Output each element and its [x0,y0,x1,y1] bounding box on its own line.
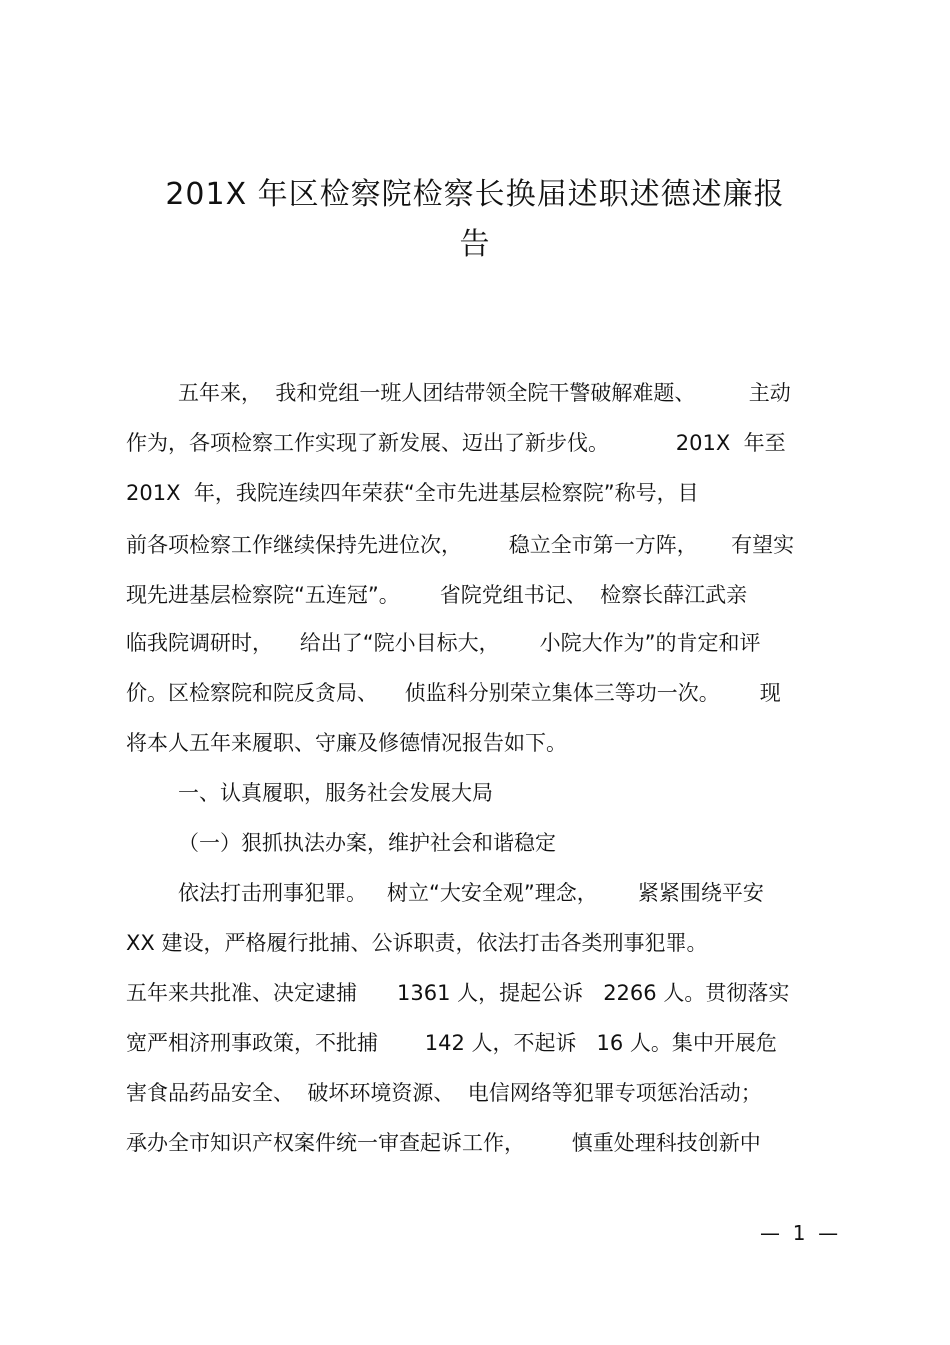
body-line: 现先进基层检察院“五连冠”。 省院党组书记、 检察长薛江武亲 [126,583,748,607]
body-line: XX 建设，严格履行批捕、公诉职责，依法打击各类刑事犯罪。 [126,931,708,955]
page-number: — 1 — [760,1221,839,1245]
body-line: 201X 年，我院连续四年荣获“全市先进基层检察院”称号，目 [126,481,699,505]
subsection-heading: （一）狠抓执法办案，维护社会和谐稳定 [178,831,556,855]
body-line: 前各项检察工作继续保持先进位次， 稳立全市第一方阵， 有望实 [126,533,795,557]
body-line: 依法打击刑事犯罪。 树立“大安全观”理念， 紧紧围绕平安 [178,881,764,905]
section-heading: 一、认真履职，服务社会发展大局 [178,781,493,805]
body-line: 承办全市知识产权案件统一审查起诉工作， 慎重处理科技创新中 [126,1131,761,1155]
body-line: 将本人五年来履职、守廉及修德情况报告如下。 [126,731,567,755]
document-title-line-1: 201X 年区检察院检察长换届述职述德述廉报 [165,177,785,212]
body-line: 宽严相济刑事政策，不批捕 142 人，不起诉 16 人。集中开展危 [126,1031,777,1055]
body-line: 害食品药品安全、 破坏环境资源、 电信网络等犯罪专项惩治活动； [126,1081,762,1105]
body-line: 临我院调研时， 给出了“院小目标大， 小院大作为”的肯定和评 [126,631,761,655]
body-line: 价。区检察院和院反贪局、 侦监科分别荣立集体三等功一次。 现 [126,681,781,705]
body-line: 五年来共批准、决定逮捕 1361 人，提起公诉 2266 人。贯彻落实 [126,981,790,1005]
body-line: 作为，各项检察工作实现了新发展、迈出了新步伐。 201X 年至 [126,431,786,455]
body-line: 五年来， 我和党组一班人团结带领全院干警破解难题、 主动 [178,381,791,405]
document-title-line-2: 告 [459,227,491,262]
